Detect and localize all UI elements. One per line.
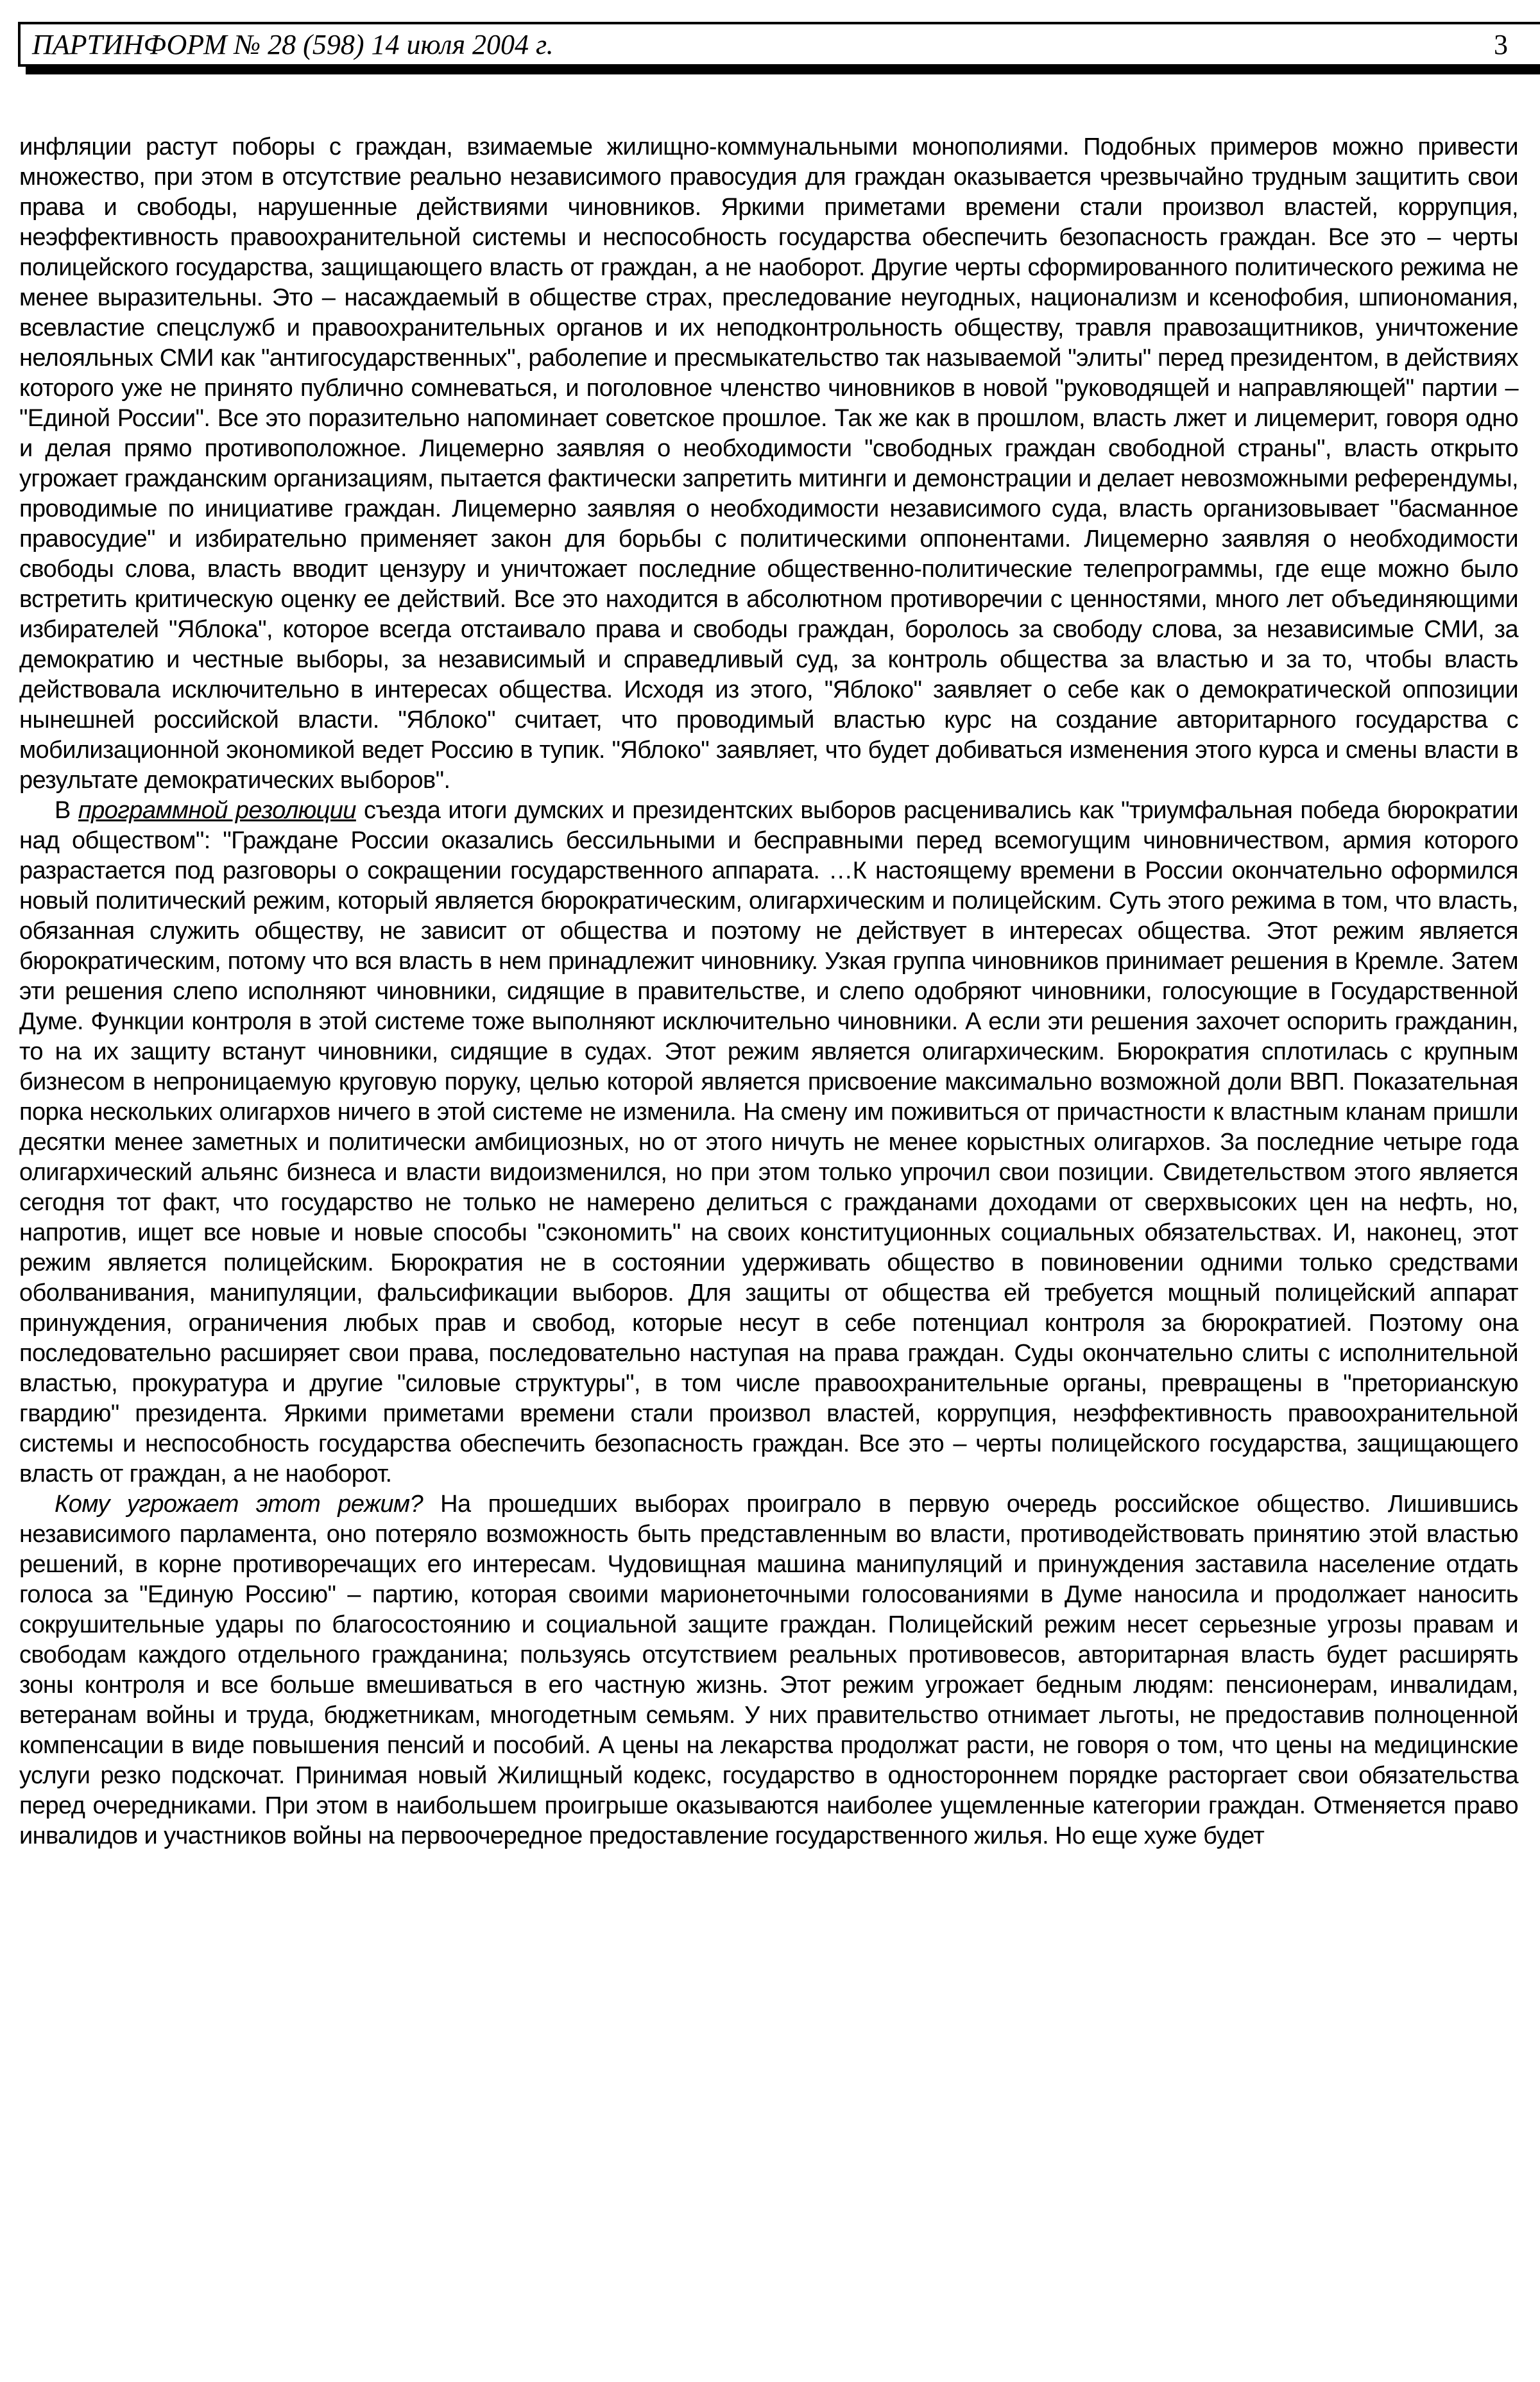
page-header xyxy=(18,22,1540,67)
newsletter-title: ПАРТИНФОРМ № 28 (598) 14 июля 2004 г. xyxy=(32,28,554,60)
paragraph xyxy=(19,796,1518,1489)
text-segment: инфляции растут поборы с граждан, взимаемые жилищно-коммунальными монополиями. Подобных примеров можно привести множество, при этом в отсутствие реально независимого правосудия для граждан оказывается чрезвычайно трудным защитить свои права и свободы, нарушенные действиями чиновников. Яркими приметами времени стали произвол властей, коррупция, неэффективность правоохранительной системы и неспособность государства обеспечить безопасность граждан. Все это – черты полицейского государства, защищающего власть от граждан, а не наоборот. Другие черты сформированного политического режима не менее выразительны. Это – насаждаемый в обществе страх, преследование неугодных, национализм и ксенофобия, шпиономания, всевластие спецслужб и правоохранительных органов и их неподконтрольность обществу, травля правозащитников, уничтожение нелояльных СМИ как "антигосударственных", раболепие и пресмыкательство так называемой "элиты" перед президентом, в действиях которого уже не принято публично сомневаться, и поголовное членство чиновников в новой "руководящей и направляющей" партии – "Единой России". Все это поразительно напоминает советское прошлое. Так же как в прошлом, власть лжет и лицемерит, говоря одно и делая прямо противоположное. Лицемерно заявляя о необходимости "свободных граждан свободной страны", власть открыто угрожает гражданским организациям, пытается фактически запретить митинги и демонстрации и делает невозможными референдумы, проводимые по инициативе граждан. Лицемерно заявляя о необходимости независимого суда, власть организовывает "басманное правосудие" и избирательно применяет закон для борьбы с политическими оппонентами. Лицемерно заявляя о необходимости свободы слова, власть вводит цензуру и уничтожает последние общественно-политические телепрограммы, где еще можно было встретить критическую оценку ее действий. Все это находится в абсолютном противоречии с ценностями, много лет объединяющими избирателей "Яблока", которое всегда отстаивало права и свободы граждан, боролось за свободу слова, за независимые СМИ, за демократию и честные выборы, за независимый и справедливый суд, за контроль общества за властью и за то, чтобы власть действовала исключительно в интересах общества. Исходя из этого, "Яблоко" заявляет о себе как о демократической оппозиции нынешней российской власти. "Яблоко" считает, что проводимый властью курс на создание авторитарного государства с мобилизационной экономикой ведет Россию в тупик. "Яблоко" заявляет, что будет добиваться изменения этого курса и смены власти в результате демократических выборов". xyxy=(19,133,1518,794)
paragraph xyxy=(19,1489,1518,1851)
page-number: 3 xyxy=(1494,28,1508,60)
text-segment: программной резолюции xyxy=(78,797,356,824)
paragraph xyxy=(19,132,1518,796)
text-segment: съезда итоги думских и президентских выборов расценивались как "триумфальная победа бюрократии над обществом": "Граждане России оказались бессильными и бесправными перед всемогущим чиновничеством, армия которого разрастается под разговоры о сокращении государственного аппарата. …К настоящему времени в России окончательно оформился новый политический режим, который является бюрократическим, олигархическим и полицейским. Суть этого режима в том, что власть, обязанная служить обществу, не зависит от общества и поэтому не действует в интересах общества. Этот режим является бюрократическим, потому что вся власть в нем принадлежит чиновнику. Узкая группа чиновников принимает решения в Кремле. Затем эти решения слепо исполняют чиновники, сидящие в правительстве, и слепо одобряют чиновники, голосующие в Государственной Думе. Функции контроля в этой системе тоже выполняют исключительно чиновники. А если эти решения захочет оспорить гражданин, то на их защиту встанут чиновники, сидящие в судах. Этот режим является олигархическим. Бюрократия сплотилась с крупным бизнесом в непроницаемую круговую поруку, целью которой является присвоение максимально возможной доли ВВП. Показательная порка нескольких олигархов ничего в этой системе не изменила. На смену им поживиться от причастности к властным кланам пришли десятки менее заметных и политически амбициозных, но от этого ничуть не менее корыстных олигархов. За последние четыре года олигархический альянс бизнеса и власти видоизменился, но при этом только упрочил свои позиции. Свидетельством этого является сегодня тот факт, что государство не только не намерено делиться с гражданами доходами от сверхвысоких цен на нефть, но, напротив, ищет все новые и новые способы "сэкономить" на своих конституционных социальных обязательствах. И, наконец, этот режим является полицейским. Бюрократия не в состоянии удерживать общество в повиновении одними только средствами оболванивания, манипуляции, фальсификации выборов. Для защиты от общества ей требуется мощный полицейский аппарат принуждения, ограничения любых прав и свобод, которые несут в себе потенциал контроля за бюрократией. Поэтому она последовательно расширяет свои права, последовательно наступая на права граждан. Суды окончательно слиты с исполнительной властью, прокуратура и другие "силовые структуры", в том числе правоохранительные органы, превращены в "преторианскую гвардию" президента. Яркими приметами времени стали произвол властей, коррупция, неэффективность правоохранительной системы и неспособность государства обеспечить безопасность граждан. Все это – черты полицейского государства, защищающего власть от граждан, а не наоборот. xyxy=(19,797,1518,1487)
text-segment: На прошедших выборах проиграло в первую очередь российское общество. Лишившись независимого парламента, оно потеряло возможность быть представленным во власти, противодействовать принятию этой властью решений, в корне противоречащих его интересам. Чудовищная машина манипуляций и принуждения заставила население отдать голоса за "Единую Россию" – партию, которая своими марионеточными голосованиями в Думе наносила и продолжает наносить сокрушительные удары по благосостоянию и социальной защите граждан. Полицейский режим несет серьезные угрозы правам и свободам каждого отдельного гражданина; пользуясь отсутствием реальных противовесов, авторитарная власть будет расширять зоны контроля и все больше вмешиваться в его частную жизнь. Этот режим угрожает бедным людям: пенсионерам, инвалидам, ветеранам войны и труда, бюджетникам, многодетным семьям. У них правительство отнимает льготы, не предоставив полноценной компенсации в виде повышения пенсий и пособий. А цены на лекарства продолжат расти, не говоря о том, что цены на медицинские услуги резко подскочат. Принимая новый Жилищный кодекс, государство в одностороннем порядке расторгает свои обязательства перед очередниками. При этом в наибольшем проигрыше оказываются наиболее ущемленные категории граждан. Отменяется право инвалидов и участников войны на первоочередное предоставление государственного жилья. Но еще хуже будет xyxy=(19,1491,1518,1849)
text-segment: В xyxy=(55,797,78,824)
text-segment: Кому угрожает этот режим? xyxy=(55,1491,424,1518)
article-body xyxy=(19,132,1518,1851)
